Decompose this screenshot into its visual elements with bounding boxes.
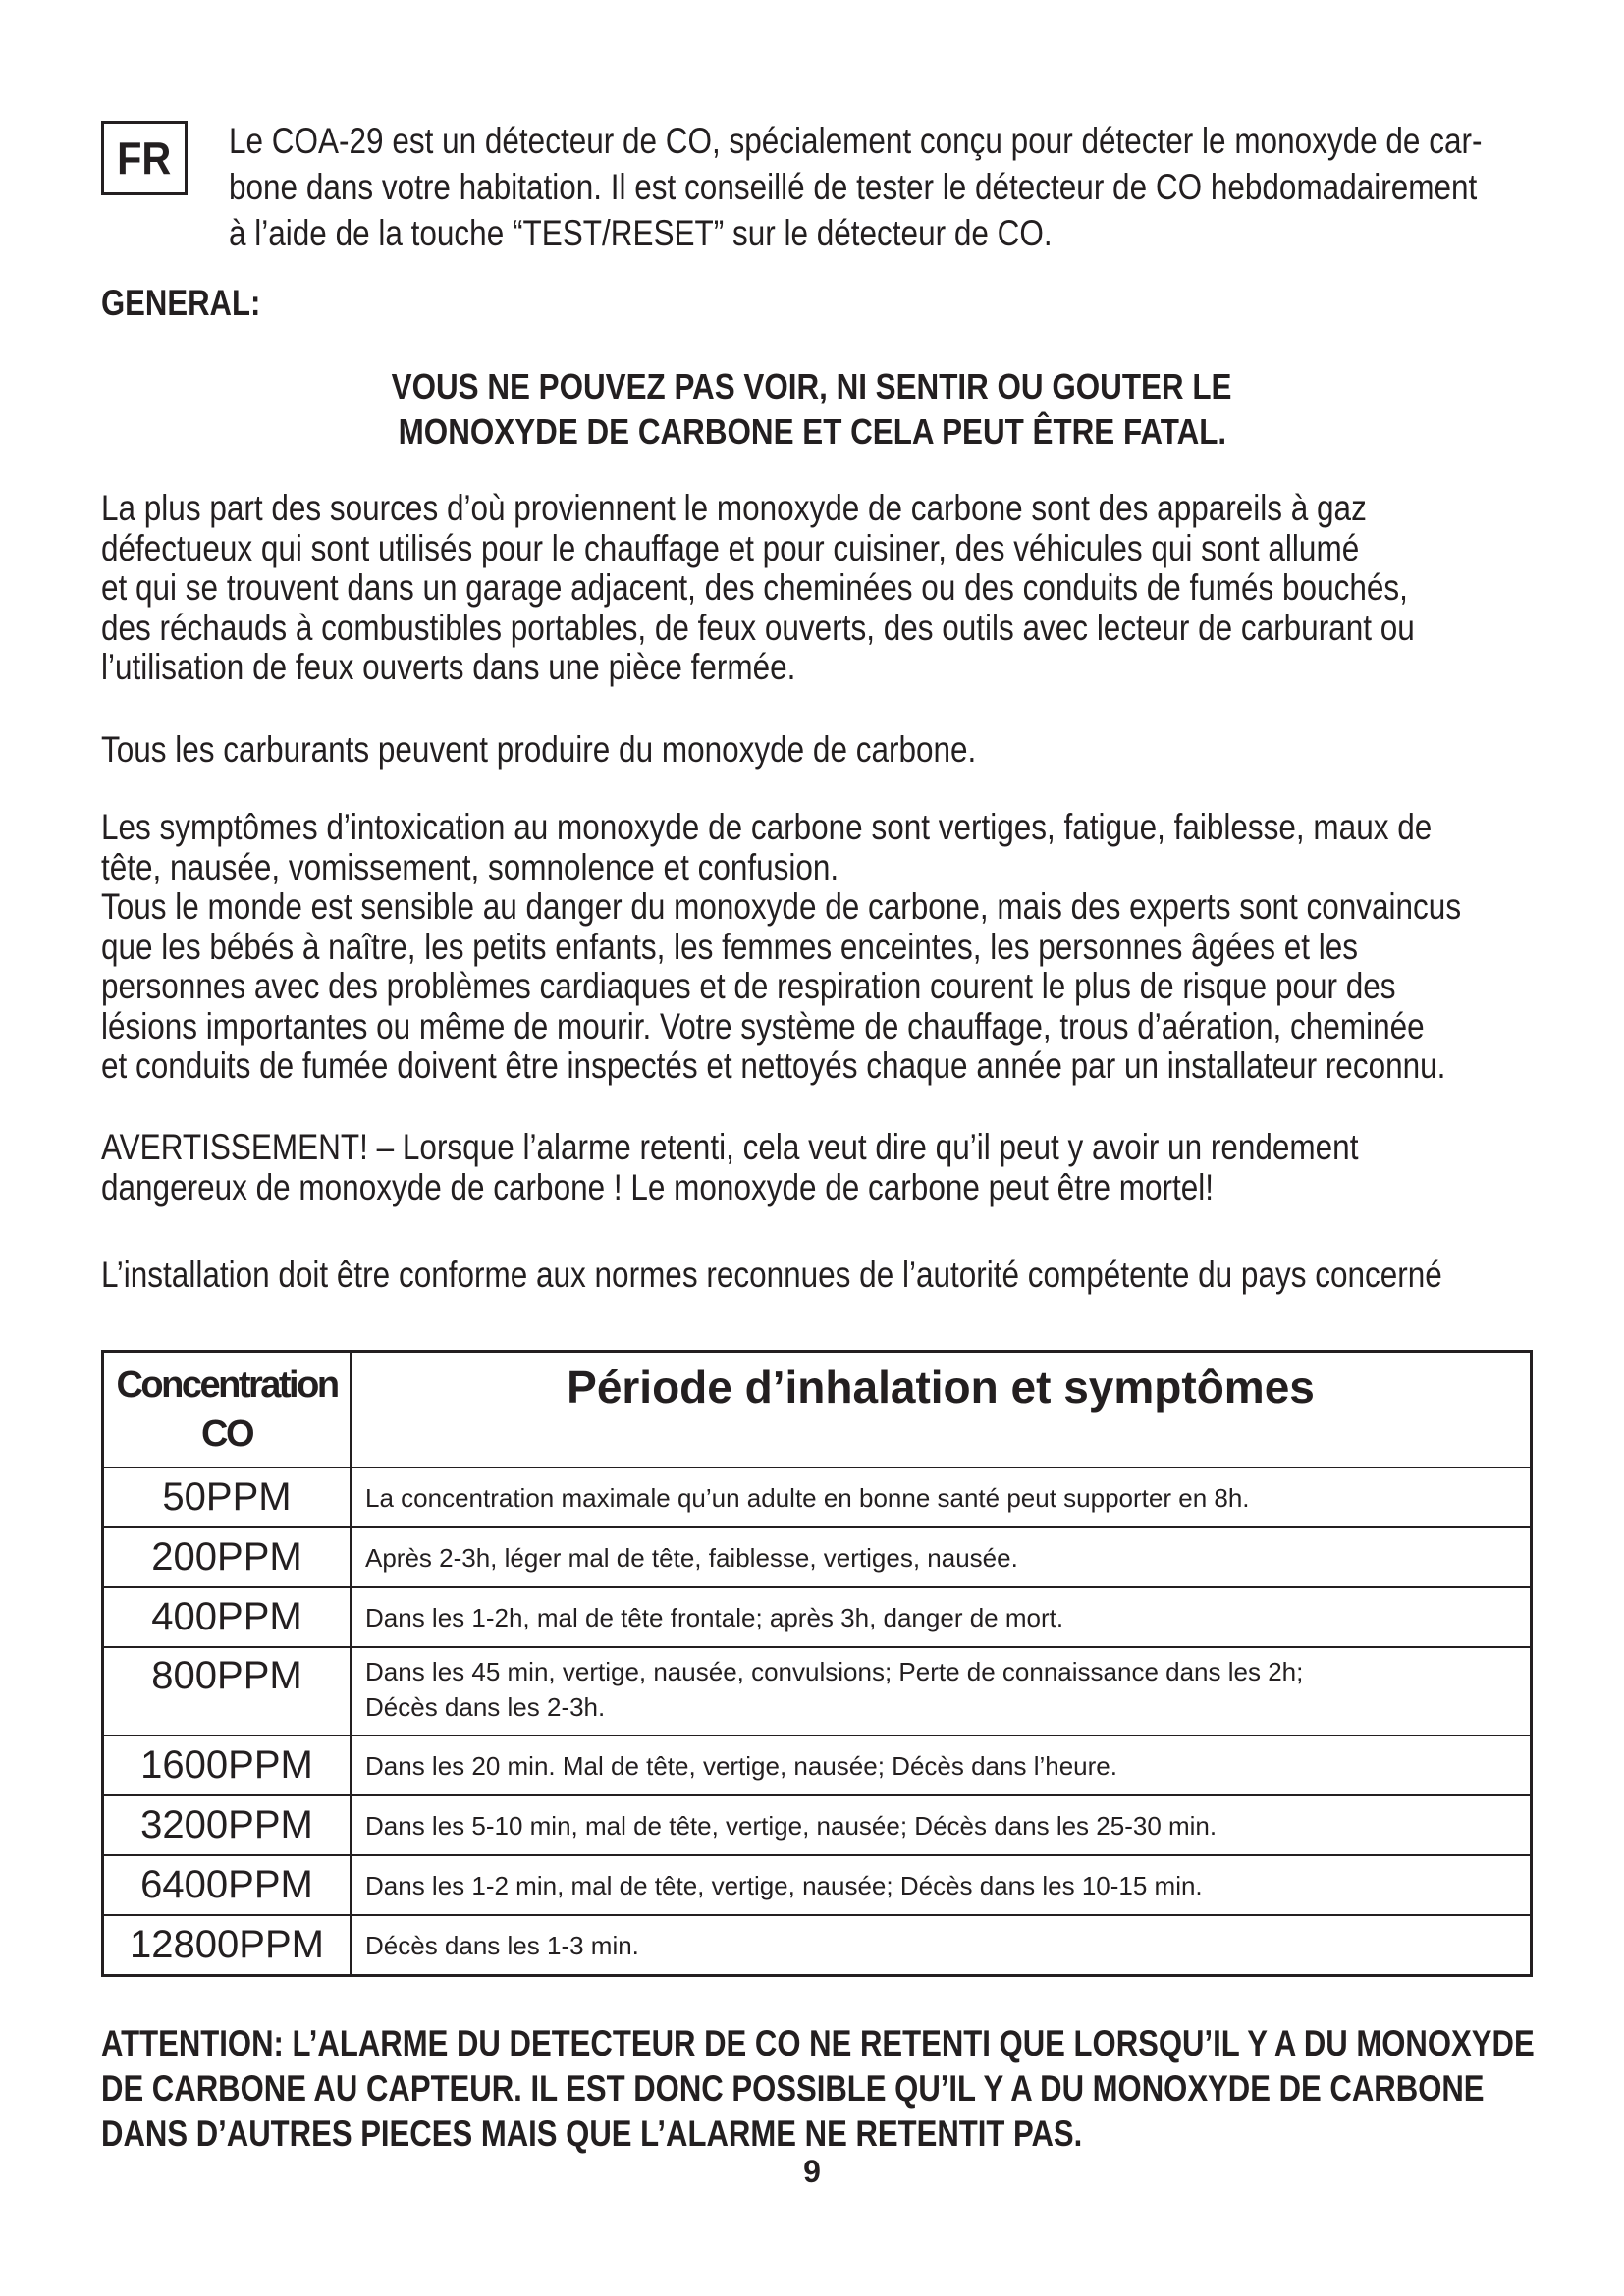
table-row [103,1735,1532,1795]
paragraph-line: lésions importantes ou même de mourir. Votre système de chauffage, trous d’aération, cheminée [101,1004,1425,1046]
table-row [103,1527,1532,1587]
warning-title-line: MONOXYDE DE CARBONE ET CELA PEUT ÊTRE FATAL. [398,411,1226,452]
table-header-row [103,1352,1532,1468]
symptom-cell: La concentration maximale qu’un adulte en bonne santé peut supporter en 8h. [351,1468,1532,1527]
paragraph-line: AVERTISSEMENT! – Lorsque l’alarme retenti, cela veut dire qu’il peut y avoir un rendement [101,1126,1359,1167]
concentration-header: Concentration CO [103,1352,352,1468]
attention-notice [101,2021,1535,2157]
language-badge [101,121,188,195]
intro-line: Le COA-29 est un détecteur de CO, spécialement conçu pour détecter le monoxyde de car- [229,120,1483,161]
warning-title [0,364,1624,454]
paragraph-line: défectueux qui sont utilisés pour le chauffage et pour cuisiner, des véhicules qui sont allumé [101,526,1360,568]
paragraph-line: et qui se trouvent dans un garage adjacent, des cheminées ou des conduits de fumés bouchés, [101,566,1408,608]
paragraph-line: Tous le monde est sensible au danger du monoxyde de carbone, mais des experts sont convaincus [101,885,1462,927]
intro-line: à l’aide de la touche “TEST/RESET” sur le détecteur de CO. [229,212,1053,253]
ppm-cell: 50PPM [103,1468,352,1527]
ppm-cell: 6400PPM [103,1855,352,1915]
intro-line: bone dans votre habitation. Il est conseillé de tester le détecteur de CO hebdomadairement [229,166,1478,207]
symptom-cell: Dans les 1-2 min, mal de tête, vertige, nausée; Décès dans les 10-15 min. [351,1855,1532,1915]
attention-line: DANS D’AUTRES PIECES MAIS QUE L’ALARME NE RETENTIT PAS. [101,2113,1083,2154]
table-row [103,1795,1532,1855]
symptom-cell: Dans les 1-2h, mal de tête frontale; après 3h, danger de mort. [351,1587,1532,1647]
intro-paragraph [229,118,1482,256]
ppm-cell: 400PPM [103,1587,352,1647]
paragraph-line: L’installation doit être conforme aux normes reconnues de l’autorité compétente du pays concerné [101,1254,1442,1295]
paragraph-line: des réchauds à combustibles portables, de feux ouverts, des outils avec lecteur de carburant ou [101,606,1415,648]
warning-title-line: VOUS NE POUVEZ PAS VOIR, NI SENTIR OU GOUTER LE [392,366,1232,406]
symptom-cell: Dans les 20 min. Mal de tête, vertige, nausée; Décès dans l’heure. [351,1735,1532,1795]
ppm-cell: 800PPM [103,1647,352,1735]
paragraph-line: La plus part des sources d’où proviennent le monoxyde de carbone sont des appareils à gaz [101,487,1367,528]
ppm-cell: 200PPM [103,1527,352,1587]
paragraph-line: dangereux de monoxyde de carbone ! Le monoxyde de carbone peut être mortel! [101,1165,1214,1207]
general-heading: GENERAL: [101,283,261,323]
table-row [103,1647,1532,1735]
period-header: Période d’inhalation et symptômes [351,1352,1532,1468]
language-code: FR [117,133,172,184]
installation-paragraph [101,1255,1442,1295]
symptom-cell: Après 2-3h, léger mal de tête, faiblesse, vertiges, nausée. [351,1527,1532,1587]
table-row [103,1587,1532,1647]
paragraph-line: Tous les carburants peuvent produire du monoxyde de carbone. [101,728,977,770]
paragraph-line: et conduits de fumée doivent être inspectés et nettoyés chaque année par un installateur reconnu. [101,1044,1446,1086]
symptoms-paragraph [101,807,1461,1086]
warning-paragraph [101,1127,1358,1206]
symptom-cell: Décès dans les 1-3 min. [351,1915,1532,1976]
symptom-cell: Dans les 5-10 min, mal de tête, vertige, nausée; Décès dans les 25-30 min. [351,1795,1532,1855]
table-row [103,1468,1532,1527]
paragraph-line: Les symptômes d’intoxication au monoxyde de carbone sont vertiges, fatigue, faiblesse, maux de [101,806,1433,847]
fuels-paragraph [101,729,976,770]
ppm-cell: 1600PPM [103,1735,352,1795]
page-number: 9 [803,2154,821,2189]
table-row [103,1915,1532,1976]
symptom-cell: Dans les 45 min, vertige, nausée, convulsions; Perte de connaissance dans les 2h; Décès dans les 2-3h. [351,1647,1532,1735]
sources-paragraph [101,488,1415,687]
co-symptoms-table [101,1350,1533,1977]
attention-line: DE CARBONE AU CAPTEUR. IL EST DONC POSSIBLE QU’IL Y A DU MONOXYDE DE CARBONE [101,2068,1485,2109]
table-row [103,1855,1532,1915]
paragraph-line: tête, nausée, vomissement, somnolence et confusion. [101,845,839,887]
attention-line: ATTENTION: L’ALARME DU DETECTEUR DE CO NE RETENTI QUE LORSQU’IL Y A DU MONOXYDE [101,2023,1535,2063]
paragraph-line: que les bébés à naître, les petits enfants, les femmes enceintes, les personnes âgées et les [101,925,1359,967]
ppm-cell: 3200PPM [103,1795,352,1855]
paragraph-line: l’utilisation de feux ouverts dans une pièce fermée. [101,646,796,687]
ppm-cell: 12800PPM [103,1915,352,1976]
paragraph-line: personnes avec des problèmes cardiaques et de respiration courent le plus de risque pour des [101,965,1396,1006]
